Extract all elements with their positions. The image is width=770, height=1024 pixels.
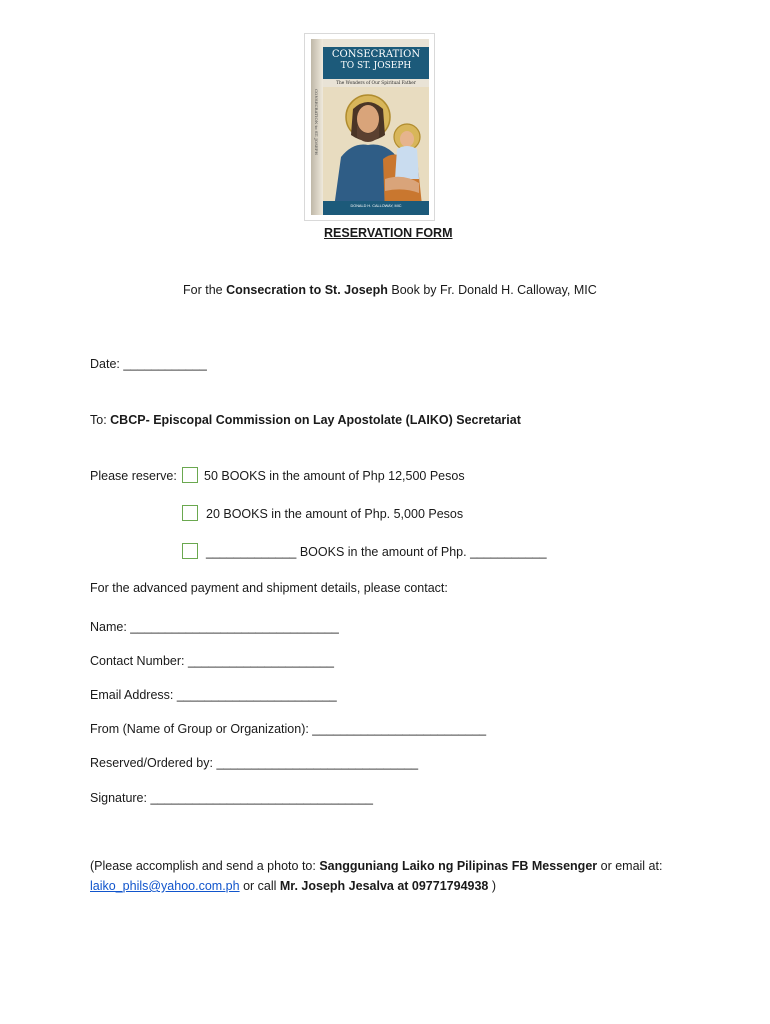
option-custom-books-checkbox[interactable] (182, 543, 198, 559)
footer-note-line1 (90, 859, 662, 873)
contact-number-field[interactable]: Contact Number: _____________________ (90, 654, 334, 668)
intro-line (183, 283, 597, 297)
footer-contact-person: Mr. Joseph Jesalva at 09771794938 (279, 879, 489, 893)
option-custom-books-label[interactable]: _____________ BOOKS in the amount of Php. ___________ (206, 545, 547, 559)
book-cover-title (323, 49, 429, 72)
intro-book-title: Consecration to St. Joseph (226, 283, 388, 297)
recipient-name: CBCP- Episcopal Commission on Lay Apostolate (LAIKO) Secretariat (110, 413, 521, 427)
email-link[interactable]: laiko_phils@yahoo.com.ph (90, 879, 240, 893)
book-spine-text: CONSECRATION to ST. JOSEPH (314, 89, 319, 155)
contact-intro: For the advanced payment and shipment details, please contact: (90, 581, 448, 595)
name-field[interactable]: Name: ______________________________ (90, 620, 339, 634)
date-field[interactable]: Date: ____________ (90, 357, 207, 371)
option-20-books-checkbox[interactable] (182, 505, 198, 521)
option-50-books-checkbox[interactable] (182, 467, 198, 483)
reserve-label: Please reserve: (90, 469, 177, 483)
footer-part3: or email at: (597, 859, 663, 873)
book-cover-image (304, 33, 435, 221)
book (311, 39, 429, 215)
form-title: RESERVATION FORM (324, 226, 453, 240)
footer-part6: ) (488, 879, 497, 893)
intro-prefix: For the (183, 283, 227, 297)
recipient-prefix: To: (90, 413, 111, 427)
book-cover-title-line2: TO ST. JOSEPH (340, 61, 412, 71)
reserved-by-field[interactable]: Reserved/Ordered by: _____________________________ (90, 756, 419, 770)
recipient-line (90, 413, 521, 427)
organization-field[interactable]: From (Name of Group or Organization): _________________________ (90, 722, 487, 736)
footer-messenger: Sangguniang Laiko ng Pilipinas FB Messenger (319, 859, 598, 873)
st-joseph-icon (323, 87, 429, 215)
email-address-field[interactable]: Email Address: _______________________ (90, 688, 337, 702)
signature-field[interactable]: Signature: ________________________________ (90, 791, 373, 805)
footer-note-line2 (90, 879, 496, 893)
footer-part4: or call (239, 879, 280, 893)
book-cover-author: DONALD H. CALLOWAY, MIC (350, 204, 402, 208)
intro-suffix: Book by Fr. Donald H. Calloway, MIC (387, 283, 597, 297)
option-20-books-label: 20 BOOKS in the amount of Php. 5,000 Pesos (206, 507, 464, 521)
book-cover-title-line1: CONSECRATION (331, 49, 421, 60)
footer-part1: (Please accomplish and send a photo to: (90, 859, 320, 873)
book-cover-subtitle: The Wonders of Our Spiritual Father (336, 81, 416, 86)
option-50-books-label: 50 BOOKS in the amount of Php 12,500 Pesos (204, 469, 465, 483)
